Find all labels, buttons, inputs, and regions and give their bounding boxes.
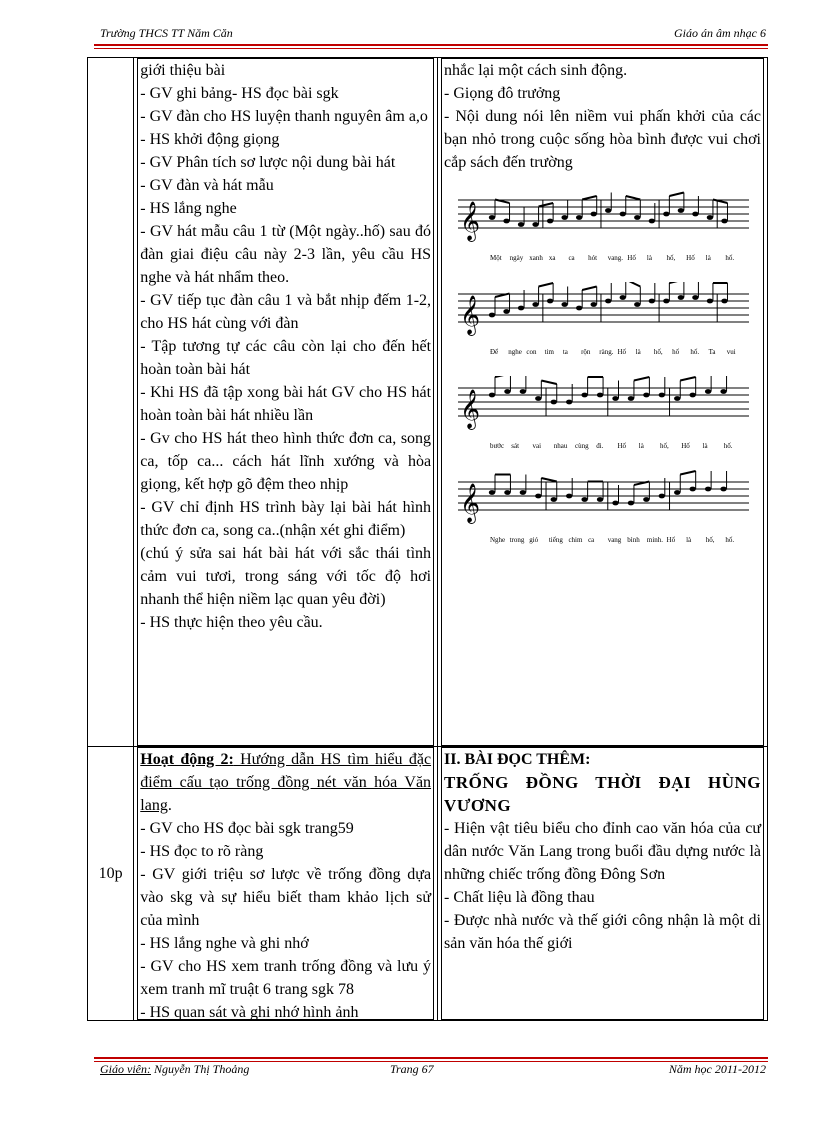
note-head xyxy=(597,497,603,502)
activity-title: Hoạt động 2: xyxy=(140,751,234,768)
note-head xyxy=(692,295,698,300)
text-line: - HS đọc to rõ ràng xyxy=(140,843,264,860)
lyric-word: hố, xyxy=(660,442,669,450)
note-beam xyxy=(541,478,556,482)
note-beam xyxy=(539,203,554,207)
note-head xyxy=(518,306,524,311)
lyric-word: hố, xyxy=(666,254,676,262)
text-line: giới thiệu bài xyxy=(140,62,226,79)
note-head xyxy=(612,501,618,506)
text-line: - GV đàn và hát mẫu xyxy=(140,177,274,194)
lyric-word: là xyxy=(705,254,711,262)
text-line: - Giọng đô trưởng xyxy=(444,85,561,102)
lyric-word: ràng. xyxy=(599,348,614,356)
note-head xyxy=(659,494,665,499)
text-line: - GV tiếp tục đàn câu 1 và bắt nhịp đếm 1-2, cho HS hát cùng với đàn xyxy=(140,292,432,332)
content-text xyxy=(442,817,763,955)
note-head xyxy=(518,222,524,227)
lyric-word: ngày xyxy=(509,254,524,262)
text-line: - GV chỉ định HS trình bày lại bài hát hình thức đơn ca, song ca..(nhận xét ghi điểm) xyxy=(140,499,432,539)
note-head xyxy=(663,299,669,304)
note-head xyxy=(566,400,572,405)
music-staff xyxy=(450,470,755,548)
lyric-word: bình xyxy=(627,536,640,544)
lyric-word: ta xyxy=(562,348,568,356)
note-head xyxy=(520,490,526,495)
lesson-table xyxy=(87,57,768,1021)
note-head xyxy=(561,302,567,307)
section-heading: II. BÀI ĐỌC THÊM: xyxy=(444,751,591,768)
lyric-word: tiếng xyxy=(548,536,563,544)
time-cell xyxy=(88,58,134,747)
music-staff xyxy=(450,188,755,266)
text-line: - GV giới triệu sơ lược về trống đồng dựa vào skg và sự hiểu biết tham khảo lịch sử của mình xyxy=(140,866,432,929)
text-line: - GV cho HS xem tranh trống đồng và lưu ý xem tranh mĩ truật 6 trang sgk 78 xyxy=(140,958,432,998)
lyric-word: Hố xyxy=(686,254,695,262)
note-head xyxy=(612,396,618,401)
note-head xyxy=(489,490,495,495)
lyric-word: rộn xyxy=(581,348,591,356)
lyric-word: là xyxy=(638,442,644,450)
note-head xyxy=(504,389,510,394)
note-head xyxy=(581,497,587,502)
subject-title: Giáo án âm nhạc 6 xyxy=(674,26,766,40)
lyric-word: hố. xyxy=(725,254,735,262)
lyric-word: Hố xyxy=(666,536,676,544)
note-head xyxy=(561,215,567,220)
note-head xyxy=(535,396,541,401)
table-row xyxy=(88,58,768,747)
content-text xyxy=(442,59,763,174)
lyric-word: Hố xyxy=(617,442,627,450)
lyric-word: hố. xyxy=(690,348,700,356)
note-head xyxy=(551,400,557,405)
lyric-word: Một xyxy=(490,254,502,262)
note-beam xyxy=(495,376,510,377)
note-head xyxy=(678,208,684,213)
lyric-word: con xyxy=(526,348,537,356)
text-line: - Tập tương tự các câu còn lại cho đến hết hoàn toàn bài hát xyxy=(140,338,432,378)
activity-desc: Hướng dẫn HS tìm hiểu đặc điểm cấu tạo trống đồng nét văn hóa Văn lang xyxy=(140,751,432,814)
lyric-word: trong xyxy=(509,536,525,544)
note-head xyxy=(551,497,557,502)
note-head xyxy=(649,299,655,304)
text-line: - HS khởi động giọng xyxy=(140,131,280,148)
teacher-activity-text xyxy=(138,817,433,1024)
lyric-word: hố, xyxy=(653,348,663,356)
lyric-word: vai xyxy=(532,442,542,450)
note-head xyxy=(678,295,684,300)
note-head xyxy=(659,393,665,398)
note-head xyxy=(605,299,611,304)
lyric-word: chim xyxy=(568,536,583,544)
treble-clef-icon: 𝄞 xyxy=(460,295,481,335)
text-line: - Được nhà nước và thế giới công nhận là một di sản văn hóa thế giới xyxy=(444,912,761,952)
lyric-word: hố. xyxy=(723,442,733,450)
teacher-activity-cell xyxy=(134,58,438,747)
activity-heading: Hoạt động 2: Hướng dẫn HS tìm hiểu đặc điểm cấu tạo trống đồng nét văn hóa Văn lang. xyxy=(140,751,432,814)
time-cell xyxy=(88,747,134,1021)
lyric-word: Ta xyxy=(708,348,716,356)
text-line: (chú ý sửa sai hát bài hát với sắc thái tình cảm vui tươi, trong sáng với tốc độ hơi nhanh thể hiện niềm lạc quan yêu đời) xyxy=(140,545,432,608)
note-head xyxy=(597,393,603,398)
treble-clef-icon: 𝄞 xyxy=(460,389,481,429)
time-value: 10p xyxy=(98,865,123,882)
lyric-word: là xyxy=(686,536,692,544)
note-head xyxy=(532,222,538,227)
text-line: - GV cho HS đọc bài sgk trang59 xyxy=(140,820,354,837)
note-head xyxy=(504,490,510,495)
note-head xyxy=(663,212,669,217)
lyric-word: Nghe xyxy=(490,536,506,544)
lyric-word: cùng xyxy=(575,442,589,450)
text-line: - HS lắng nghe và ghi nhớ xyxy=(140,935,309,952)
note-beam xyxy=(680,471,695,475)
content-cell xyxy=(438,58,768,747)
teacher-label: Giáo viên: xyxy=(100,1062,151,1076)
note-beam xyxy=(680,377,695,381)
lyric-word: Hố xyxy=(627,254,636,262)
lyric-word: nghe xyxy=(508,348,522,356)
note-head xyxy=(705,389,711,394)
note-head xyxy=(489,313,495,318)
text-line: - HS quan sát và ghi nhớ hình ảnh xyxy=(140,1004,359,1021)
lyric-word: vang xyxy=(607,536,622,544)
lyric-word: vui xyxy=(726,348,736,356)
note-head xyxy=(620,212,626,217)
note-head xyxy=(628,396,634,401)
note-head xyxy=(605,208,611,213)
note-head xyxy=(643,393,649,398)
note-beam xyxy=(626,282,641,287)
table-row xyxy=(88,747,768,1021)
lyric-word: Để xyxy=(490,348,499,356)
note-beam xyxy=(669,193,684,197)
note-beam xyxy=(626,196,641,200)
note-head xyxy=(520,389,526,394)
note-head xyxy=(503,309,509,314)
lyric-word: đi. xyxy=(596,442,604,450)
header-rule xyxy=(94,44,768,49)
lyric-word: là xyxy=(635,348,641,356)
lyric-word: Hố xyxy=(681,442,690,450)
note-beam xyxy=(582,196,597,200)
teacher-activity-cell xyxy=(134,747,438,1021)
text-line: - Hiện vật tiêu biểu cho đỉnh cao văn hóa của cư dân nước Văn Lang trong buổi đầu dựng nước là những chiếc trống đồng Đông Sơn xyxy=(444,820,761,883)
treble-clef-icon: 𝄞 xyxy=(460,201,481,241)
note-head xyxy=(535,494,541,499)
lyric-word: ca xyxy=(588,536,595,544)
note-head xyxy=(649,219,655,224)
text-line: nhắc lại một cách sinh động. xyxy=(444,62,628,79)
note-head xyxy=(547,299,553,304)
page-header xyxy=(100,22,766,44)
lyric-word: bước xyxy=(490,442,505,450)
text-line: - Gv cho HS hát theo hình thức đơn ca, song ca, tốp ca... cách hát lĩnh xướng và hòa giọng, kết hợp gõ đệm theo nhịp xyxy=(140,430,432,493)
lyric-word: gió xyxy=(529,536,539,544)
note-head xyxy=(720,487,726,492)
note-head xyxy=(643,497,649,502)
lyric-word: ca xyxy=(568,254,575,262)
note-head xyxy=(707,299,713,304)
note-head xyxy=(591,212,597,217)
note-head xyxy=(581,393,587,398)
lyric-word: xa xyxy=(548,254,556,262)
note-head xyxy=(566,494,572,499)
text-line: - HS thực hiện theo yêu cầu. xyxy=(140,614,323,631)
note-beam xyxy=(541,381,556,385)
note-head xyxy=(721,299,727,304)
note-head xyxy=(690,393,696,398)
note-head xyxy=(674,396,680,401)
note-head xyxy=(576,215,582,220)
music-staff xyxy=(450,282,755,360)
note-head xyxy=(705,487,711,492)
music-staff xyxy=(450,376,755,454)
note-beam xyxy=(582,287,597,291)
text-line: - HS lắng nghe xyxy=(140,200,237,217)
lyric-word: vang. xyxy=(607,254,624,262)
note-beam xyxy=(539,283,554,287)
lyric-word: nhau xyxy=(553,442,568,450)
treble-clef-icon: 𝄞 xyxy=(460,483,481,523)
lyric-word: minh. xyxy=(646,536,664,544)
music-score xyxy=(442,188,763,548)
note-head xyxy=(690,487,696,492)
school-year: Năm học 2011-2012 xyxy=(668,1062,766,1076)
text-line: - GV ghi bảng- HS đọc bài sgk xyxy=(140,85,339,102)
note-head xyxy=(489,393,495,398)
note-head xyxy=(591,302,597,307)
text-line: - Nội dung nói lên niềm vui phấn khởi của các bạn nhỏ trong cuộc sống hòa bình được vui chơi cắp sách đến trường xyxy=(444,108,761,171)
note-head xyxy=(692,212,698,217)
note-head xyxy=(489,215,495,220)
text-line: - Khi HS đã tập xong bài hát GV cho HS hát hoàn toàn bài hát nhiều lần xyxy=(140,384,432,424)
lyric-word: xanh xyxy=(529,254,543,262)
text-line: - Chất liệu là đồng thau xyxy=(444,889,595,906)
note-beam xyxy=(634,377,649,381)
note-head xyxy=(707,215,713,220)
lyric-word: Hố xyxy=(617,348,627,356)
note-head xyxy=(620,295,626,300)
lyric-word: sát xyxy=(511,442,520,450)
lyric-word: là xyxy=(646,254,653,262)
lyric-word: hố, xyxy=(705,536,715,544)
lyric-word: là xyxy=(702,442,708,450)
note-head xyxy=(721,219,727,224)
note-head xyxy=(503,219,509,224)
note-beam xyxy=(669,282,684,283)
note-head xyxy=(576,306,582,311)
note-head xyxy=(674,490,680,495)
lyric-word: hót xyxy=(588,254,598,262)
teacher-activity-text xyxy=(138,59,433,634)
school-name: Trường THCS TT Năm Căn xyxy=(100,26,233,40)
note-head xyxy=(634,215,640,220)
content-cell xyxy=(438,747,768,1021)
note-head xyxy=(720,389,726,394)
note-head xyxy=(628,501,634,506)
text-line: - GV đàn cho HS luyện thanh nguyên âm a,o xyxy=(140,108,428,125)
lyric-word: hố xyxy=(672,348,680,356)
lyric-word: tim xyxy=(544,348,555,356)
note-head xyxy=(634,302,640,307)
note-head xyxy=(547,219,553,224)
note-head xyxy=(532,302,538,307)
section-title: TRỐNG ĐỒNG THỜI ĐẠI HÙNG VƯƠNG xyxy=(444,773,761,815)
text-line: - GV Phân tích sơ lược nội dung bài hát xyxy=(140,154,396,171)
teacher-name: Nguyễn Thị Thoảng xyxy=(150,1062,250,1076)
page-number: Trang 67 xyxy=(390,1062,434,1076)
text-line: - GV hát mẫu câu 1 từ (Một ngày..hố) sau đó đàn giai điệu câu này 2-3 lần, yêu cầu HS nghe và hát nhẩm theo. xyxy=(140,223,432,286)
lyric-word: hố. xyxy=(725,536,735,544)
